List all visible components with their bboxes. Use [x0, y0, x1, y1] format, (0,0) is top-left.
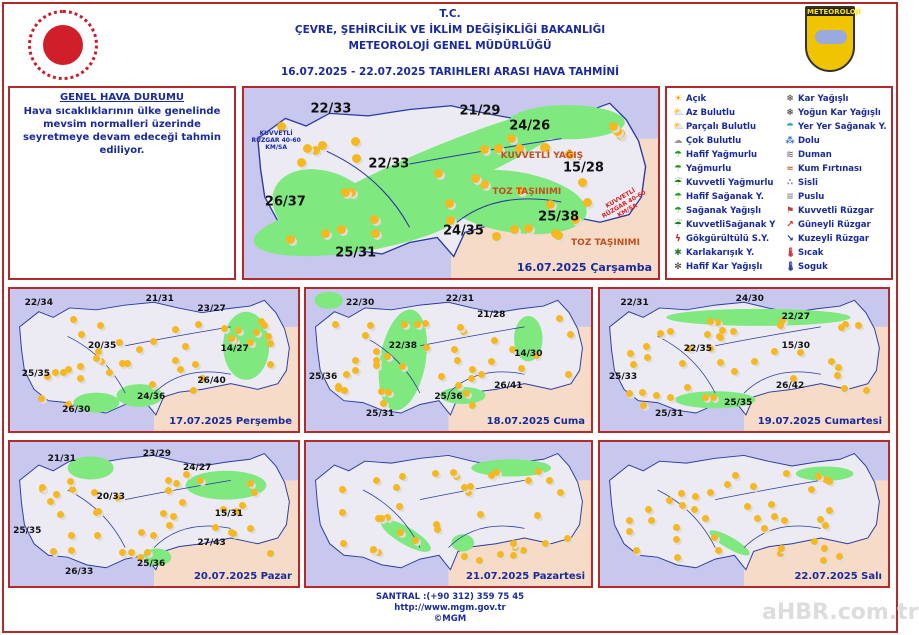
legend-label: Parçalı Bulutlu — [686, 122, 757, 132]
weather-icon — [627, 350, 634, 357]
temperature-label: 24/26 — [509, 118, 551, 134]
weather-icon — [197, 477, 204, 484]
temperature-label: 20/33 — [96, 491, 125, 502]
weather-icon — [116, 339, 123, 346]
weather-icon — [128, 549, 135, 556]
weather-icon — [67, 478, 74, 485]
map-day-3 — [304, 287, 593, 433]
weather-icon — [50, 548, 57, 555]
temperature-label: 25/31 — [654, 408, 684, 419]
legend-label: Az Bulutlu — [686, 108, 736, 118]
weather-icon — [221, 325, 228, 332]
map-date-label: 17.07.2025 Perşembe — [169, 416, 292, 427]
weather-icon — [692, 493, 699, 500]
weather-icon — [715, 547, 722, 554]
weather-icon — [362, 332, 369, 339]
temperature-label: 25/36 — [308, 372, 338, 383]
weather-icon — [53, 491, 60, 498]
legend-item — [673, 120, 785, 134]
strong-wind-icon: ⚑ — [785, 206, 795, 216]
weather-icon — [370, 546, 377, 553]
precipitation-area — [666, 309, 850, 326]
weather-icon — [554, 231, 563, 240]
turkey-map — [600, 289, 888, 431]
weather-icon — [744, 503, 751, 510]
weather-icon — [144, 549, 151, 556]
legend-label: Kuvvetli Rüzgar — [798, 206, 874, 216]
temperature-label: 25/33 — [608, 372, 638, 383]
legend-label: Hafif Sağanak Y. — [686, 192, 764, 202]
temperature-label: 14/30 — [514, 349, 543, 360]
turkey-map — [10, 289, 298, 431]
weather-icon — [385, 389, 392, 396]
weather-icon — [673, 536, 680, 543]
weather-icon — [714, 319, 721, 326]
weather-icon — [373, 362, 380, 369]
temperature-label: 21/28 — [477, 309, 506, 320]
weather-icon — [702, 394, 709, 401]
weather-icon — [751, 358, 758, 365]
weather-icon — [267, 340, 274, 347]
smoke-icon: ≋ — [786, 150, 794, 160]
general-weather-panel — [8, 86, 236, 280]
legend-item — [785, 190, 897, 204]
legend-label: Karlakarışık Y. — [686, 248, 755, 258]
legend-item — [785, 120, 897, 134]
weather-icon — [546, 477, 553, 484]
weather-icon — [399, 473, 406, 480]
weather-icon — [190, 387, 197, 394]
legend-item — [785, 260, 897, 274]
weather-icon — [477, 511, 484, 518]
hot-icon: 🌡 — [785, 248, 797, 258]
map-day-1 — [242, 86, 660, 280]
temperature-label: 22/34 — [24, 298, 53, 309]
temperature-label: 22/27 — [781, 312, 810, 323]
temperature-label: 26/40 — [197, 376, 226, 387]
weather-icon — [371, 229, 380, 238]
legend-item — [785, 134, 897, 148]
temperature-label: 22/31 — [445, 293, 475, 304]
weather-icon — [352, 154, 361, 163]
temperature-label: 24/27 — [183, 462, 212, 473]
weather-icon — [119, 549, 126, 556]
annotation-dust1: TOZ TAŞINIMI — [492, 186, 562, 197]
weather-icon — [730, 328, 737, 335]
weather-icon — [432, 470, 439, 477]
weather-icon — [172, 357, 179, 364]
legend-label: Yağmurlu — [686, 164, 732, 174]
temperature-label: 15/30 — [781, 340, 810, 351]
legend-item — [673, 204, 785, 218]
legend-item — [785, 148, 897, 162]
weather-icon — [261, 322, 268, 329]
weather-icon — [704, 331, 711, 338]
temperature-label: 22/31 — [620, 298, 649, 309]
legend-item — [785, 218, 897, 232]
legend-item — [785, 176, 897, 190]
legend-label: Yoğun Kar Yağışlı — [798, 108, 881, 118]
weather-icon — [423, 344, 430, 351]
weather-icon — [267, 550, 274, 557]
meteoroloji-logo: METEOROLOJİ — [805, 6, 855, 72]
weather-icon — [166, 522, 173, 529]
precipitation-area — [315, 292, 344, 309]
legend-item — [673, 190, 785, 204]
weather-icon — [469, 402, 476, 409]
temperature-label: 22/35 — [683, 343, 713, 354]
weather-icon — [471, 174, 480, 183]
temperature-label: 24/36 — [136, 391, 166, 402]
legend-label: Dolu — [798, 136, 820, 146]
temperature-label: 22/38 — [388, 340, 418, 351]
weather-icon — [674, 554, 681, 561]
few-clouds-icon: ⛅ — [673, 108, 685, 118]
weather-icon — [351, 137, 360, 146]
annotation-wind-east: KUVVETLİ RÜZGAR 40-60 KM/SA — [600, 187, 647, 221]
weather-icon — [253, 329, 260, 336]
weather-icon — [172, 326, 179, 333]
legend-label: Açık — [686, 94, 707, 104]
footer-url[interactable]: http://www.mgm.gov.tr — [394, 603, 506, 613]
sun-icon: ☀ — [673, 94, 683, 104]
weather-icon — [39, 484, 46, 491]
map-date-label: 18.07.2025 Cuma — [486, 416, 585, 427]
general-weather-text: Hava sıcaklıklarının ülke genelinde mevsim normalleri üzerinde seyretmeye devam edeceği tahmin ediliyor. — [23, 106, 221, 156]
weather-icon — [679, 502, 686, 509]
watermark: aHBR.com.tr — [762, 600, 919, 625]
heavy-rain-icon: ☔ — [673, 178, 683, 188]
weather-icon — [732, 472, 739, 479]
weather-icon — [469, 366, 476, 373]
temperature-label: 25/36 — [136, 559, 166, 570]
weather-icon — [507, 134, 516, 143]
temperature-label: 25/36 — [434, 391, 463, 402]
weather-icon — [136, 346, 143, 353]
weather-icon — [771, 348, 778, 355]
weather-icon — [247, 525, 254, 532]
weather-icon — [70, 316, 77, 323]
legend-label: Soguk — [798, 262, 828, 272]
temperature-label: 15/28 — [563, 160, 604, 176]
map-date-label: 21.07.2025 Pazartesi — [466, 571, 585, 582]
shower-icon: ☂ — [673, 206, 683, 216]
map-date-label: 19.07.2025 Cumartesi — [757, 416, 882, 427]
map-day-7 — [598, 440, 890, 588]
weather-icon — [38, 395, 45, 402]
temperature-label: 26/30 — [62, 404, 91, 415]
precipitation-area — [451, 534, 474, 551]
weather-icon — [450, 469, 457, 476]
weather-icon — [583, 198, 592, 207]
light-shower-icon: ☂ — [673, 192, 683, 202]
weather-icon — [640, 402, 647, 409]
weather-icon — [480, 145, 489, 154]
forecast-date-range: 16.07.2025 - 22.07.2025 TARIHLERI ARASI HAVA TAHMİNİ — [280, 66, 620, 78]
weather-icon — [77, 363, 84, 370]
weather-icon — [626, 517, 633, 524]
weather-icon — [476, 557, 483, 564]
legend-item — [673, 92, 785, 106]
partly-cloudy-icon: ⛅ — [673, 122, 685, 132]
legend-item — [673, 134, 785, 148]
temperature-label: 26/41 — [494, 380, 523, 391]
heavy-shower-icon: ☔ — [673, 220, 683, 230]
header-tc: T.C. — [439, 8, 461, 20]
temperature-label: 25/38 — [538, 209, 580, 225]
legend-label: Gökgürültülü S.Y. — [686, 234, 770, 244]
south-wind-icon: ↗ — [786, 220, 794, 230]
weather-icon — [78, 331, 85, 338]
temperature-label: 24/30 — [735, 293, 764, 304]
weather-icon — [838, 324, 845, 331]
north-wind-icon: ↘ — [786, 234, 794, 244]
footer-phone: SANTRAL :(+90 312) 359 75 45 — [375, 592, 525, 602]
legend-item — [785, 204, 897, 218]
legend-label: Sağanak Yağışlı — [686, 206, 762, 216]
temperature-label: 23/29 — [142, 448, 172, 459]
map-date-label: 20.07.2025 Pazar — [193, 571, 292, 582]
weather-icon — [826, 478, 833, 485]
legend-label: Kar Yağışlı — [798, 94, 849, 104]
legend-item — [785, 232, 897, 246]
legend-item — [673, 148, 785, 162]
weather-icon — [480, 180, 489, 189]
legend-item — [785, 162, 897, 176]
heavy-snow-icon: ❄ — [786, 108, 794, 118]
legend-panel — [665, 86, 893, 280]
weather-icon — [106, 369, 113, 376]
weather-icon — [820, 557, 827, 564]
weather-icon — [192, 361, 199, 368]
map-date-label: 16.07.2025 Çarşamba — [516, 261, 652, 274]
weather-icon — [702, 515, 709, 522]
weather-icon — [678, 490, 685, 497]
header-directorate: METEOROLOJİ GENEL MÜDÜRLÜĞÜ — [348, 40, 552, 52]
map-date-label: 22.07.2025 Salı — [794, 571, 882, 582]
weather-icon — [332, 321, 339, 328]
weather-icon — [684, 384, 691, 391]
annotation-heavy-rain: KUVVETLİ YAĞIŞ — [500, 150, 584, 161]
temperature-label: 20/35 — [87, 340, 117, 351]
turkey-map — [306, 289, 591, 431]
weather-icon — [626, 390, 633, 397]
weather-icon — [149, 381, 156, 388]
sandstorm-icon: ≈ — [786, 164, 794, 174]
temperature-label: 25/35 — [21, 369, 51, 380]
legend-item — [785, 246, 897, 260]
weather-icon — [352, 367, 359, 374]
weather-icon — [378, 388, 385, 395]
temperature-label: 23/27 — [197, 303, 226, 314]
legend-label: Kuvvetli Yağmurlu — [686, 178, 774, 188]
weather-icon — [826, 507, 833, 514]
temperature-label: 22/30 — [345, 298, 375, 309]
legend-item — [673, 162, 785, 176]
temperature-label: 21/29 — [459, 103, 501, 119]
legend-item — [673, 260, 785, 274]
general-weather-title: GENEL HAVA DURUMU — [59, 92, 185, 103]
fog-icon: ∴ — [786, 178, 794, 188]
legend-item — [673, 232, 785, 246]
weather-icon — [47, 498, 54, 505]
weather-icon — [457, 324, 464, 331]
legend-label: Puslu — [798, 192, 825, 202]
sleet-icon: ✱ — [674, 248, 682, 258]
turkey-map — [600, 442, 888, 586]
weather-icon — [707, 489, 714, 496]
legend-label: Duman — [798, 150, 832, 160]
legend-item — [673, 218, 785, 232]
weather-icon — [667, 328, 674, 335]
mist-icon: ≡ — [786, 192, 794, 202]
weather-icon — [666, 497, 673, 504]
legend-label: Güneyli Rüzgar — [798, 220, 871, 230]
weather-icon — [286, 235, 295, 244]
temperature-label: 22/33 — [368, 156, 410, 172]
weather-icon — [393, 484, 400, 491]
weather-icon — [367, 322, 374, 329]
temperature-label: 26/42 — [775, 380, 805, 391]
weather-icon — [808, 486, 815, 493]
temperature-label: 25/35 — [13, 526, 42, 537]
weather-icon — [93, 355, 100, 362]
legend-label: Çok Bulutlu — [686, 136, 742, 146]
legend-label: Yer Yer Sağanak Y. — [798, 122, 887, 132]
legend-label: Sisli — [798, 178, 818, 188]
weather-icon — [863, 387, 870, 394]
light-snow-icon: ✻ — [674, 262, 682, 272]
cold-icon: 🌡 — [785, 262, 797, 272]
temperature-label: 25/31 — [365, 408, 395, 419]
temperature-label: 26/33 — [64, 566, 94, 577]
weather-icon — [228, 335, 235, 342]
light-rain-icon: ☂ — [673, 150, 683, 160]
weather-icon — [95, 508, 102, 515]
legend-item — [785, 92, 897, 106]
temperature-label: 26/37 — [264, 194, 306, 210]
weather-icon — [94, 532, 101, 539]
weather-icon — [565, 371, 572, 378]
annotation-wind-west: KUVVETLİ RÜZGAR 40-60 KM/SA — [251, 129, 301, 151]
legend-label: Hafif Kar Yağışlı — [686, 262, 763, 272]
annotation-dust2: TOZ TAŞINIMI — [571, 238, 640, 249]
thunderstorm-icon: ϟ — [675, 234, 681, 244]
weather-icon — [811, 538, 818, 545]
weather-icon — [454, 357, 461, 364]
scattered-shower-icon: ☂ — [785, 122, 795, 132]
weather-icon — [546, 200, 555, 209]
weather-icon — [653, 392, 660, 399]
footer-copyright: ©MGM — [433, 614, 467, 624]
temperature-label: 25/35 — [724, 397, 753, 408]
weather-icon — [247, 480, 254, 487]
weather-icon — [57, 511, 64, 518]
weather-icon — [542, 540, 549, 547]
map-day-4 — [598, 287, 890, 433]
weather-icon — [165, 487, 172, 494]
legend-item — [673, 176, 785, 190]
weather-icon — [422, 320, 429, 327]
weather-icon — [520, 547, 527, 554]
temperature-label: 27/43 — [197, 537, 226, 548]
cloudy-icon: ☁ — [673, 136, 683, 146]
weather-icon — [644, 354, 651, 361]
map-day-6 — [304, 440, 593, 588]
weather-icon — [251, 489, 258, 496]
temperature-label: 21/31 — [47, 454, 76, 465]
legend-item — [673, 106, 785, 120]
weather-icon — [710, 394, 717, 401]
weather-icon — [525, 477, 532, 484]
legend-label: Sıcak — [798, 248, 824, 258]
hail-icon: ⁂ — [785, 136, 795, 146]
weather-icon — [212, 524, 219, 531]
weather-icon — [451, 346, 458, 353]
snow-icon: ❄ — [786, 94, 794, 104]
weather-icon — [297, 158, 306, 167]
weather-icon — [230, 530, 237, 537]
temperature-label: 25/31 — [335, 245, 377, 261]
map-day-2 — [8, 287, 300, 433]
weather-icon — [836, 553, 843, 560]
weather-icon — [463, 390, 470, 397]
weather-icon — [781, 517, 788, 524]
weather-icon — [518, 365, 525, 372]
weather-icon — [567, 331, 574, 338]
header — [0, 6, 900, 80]
header-ministry: ÇEVRE, ŞEHİRCİLİK VE İKLİM DEĞİŞİKLİĞİ BAKANLIĞI — [294, 24, 606, 36]
temperature-label: 24/35 — [442, 223, 484, 238]
temperature-label: 14/27 — [220, 343, 249, 354]
legend-label: Hafif Yağmurlu — [686, 150, 758, 160]
weather-icon — [195, 321, 202, 328]
weather-icon — [761, 525, 768, 532]
weather-icon — [822, 522, 829, 529]
weather-icon — [182, 343, 189, 350]
weather-icon — [68, 547, 75, 554]
map-day-5 — [8, 440, 300, 588]
weather-icon — [373, 477, 380, 484]
weather-icon — [691, 506, 698, 513]
weather-icon — [399, 363, 406, 370]
weather-icon — [65, 366, 72, 373]
weather-icon — [165, 477, 172, 484]
weather-icon — [380, 400, 387, 407]
legend-label: KuvvetliSağanak Y — [686, 220, 776, 230]
legend-label: Kum Fırtınası — [798, 164, 862, 174]
legend-item — [785, 106, 897, 120]
temperature-label: 15/31 — [214, 509, 244, 519]
legend-label: Kuzeyli Rüzgar — [798, 234, 870, 244]
weather-icon — [77, 375, 84, 382]
temperature-label: 22/33 — [310, 101, 352, 117]
turkey-map — [244, 88, 658, 278]
weather-icon — [815, 473, 822, 480]
weather-icon — [717, 359, 724, 366]
rain-icon: ☂ — [673, 164, 683, 174]
weather-icon — [340, 540, 347, 547]
legend-item — [673, 246, 785, 260]
turkey-map — [306, 442, 591, 586]
temperature-label: 21/31 — [145, 293, 174, 304]
weather-icon — [401, 321, 408, 328]
weather-icon — [397, 529, 404, 536]
